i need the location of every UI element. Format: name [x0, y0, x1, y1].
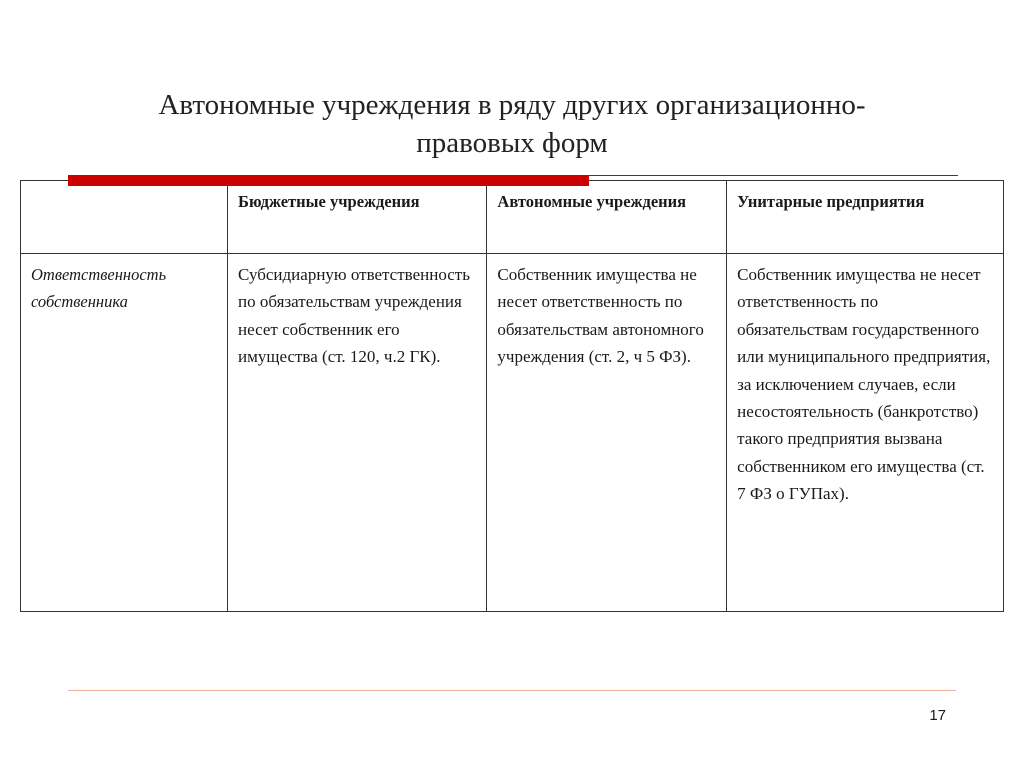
slide-title-line-2: правовых форм — [416, 127, 608, 159]
row-label-cell — [21, 254, 228, 612]
table-row — [21, 254, 1004, 612]
header-cell-empty — [21, 181, 228, 254]
table-cell-budget: Субсидиарную ответственность по обязательствам учреждения несет собственник его имущества (ст. 120, ч.2 ГК). — [228, 254, 487, 612]
header-cell-budget: Бюджетные учреждения — [228, 181, 487, 254]
header-cell-unitary: Унитарные предприятия — [727, 181, 1004, 254]
page-number: 17 — [929, 707, 946, 724]
table-header-row — [21, 181, 1004, 254]
title-underline-thick — [68, 175, 589, 186]
header-cell-autonomous: Автономные учреждения — [487, 181, 727, 254]
table-cell-autonomous: Собственник имущества не несет ответственность по обязательствам автономного учреждения (ст. 2, ч 5 ФЗ). — [487, 254, 727, 612]
footer-divider — [68, 690, 956, 691]
title-underline-thin — [589, 175, 958, 176]
table-cell-unitary: Собственник имущества не несет ответственность по обязательствам государственного или муниципального предприятия, за исключением случаев, если несостоятельность (банкротство) такого предприятия вызвана собственником его имущества (ст. 7 ФЗ о ГУПах). — [727, 254, 1004, 612]
comparison-table — [20, 180, 1004, 612]
row-label: Ответственность собственника — [31, 265, 167, 312]
slide-title-line-1: Автономные учреждения в ряду других организационно- — [158, 89, 866, 121]
slide-title — [60, 86, 964, 162]
